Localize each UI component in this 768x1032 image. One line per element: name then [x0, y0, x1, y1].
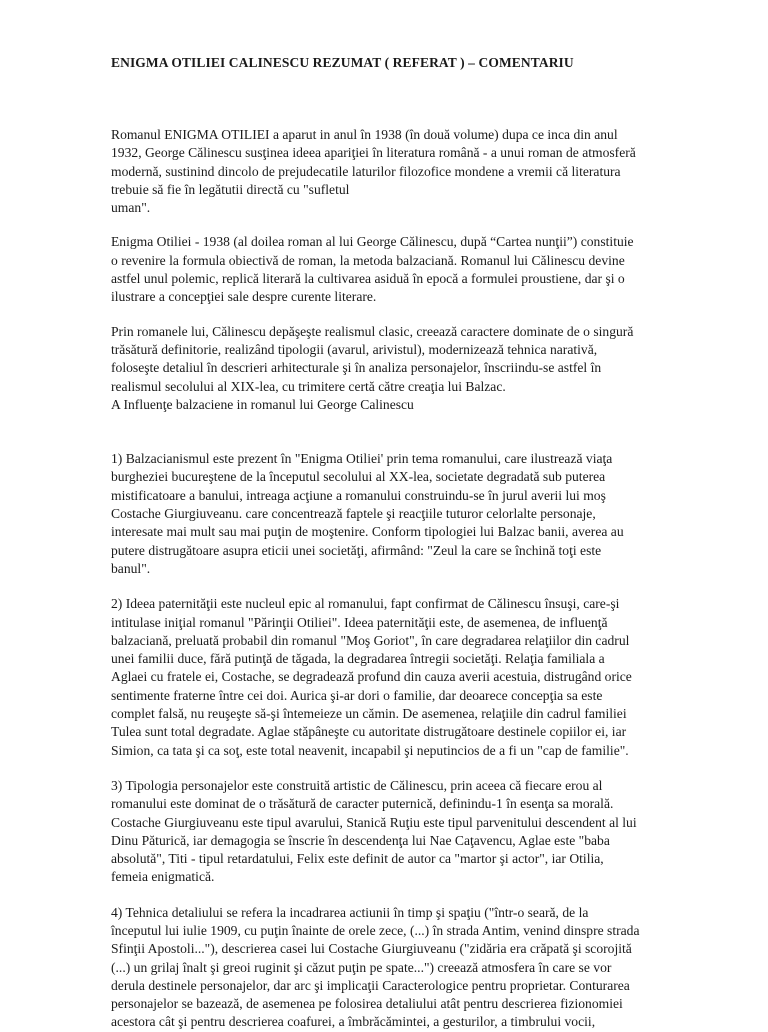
- point-4-paragraph: 4) Tehnica detaliului se refera la incadrarea actiunii în timp şi spaţiu ("într-o seară, de la începutul lui iulie 1909, cu puţin înainte de orele zece, (...) în strada Antim, venind dinspre strada Sfinţii Apostoli..."), descrierea casei lui Costache Giurgiuveanu ("zidăria era crăpată şi scorojită (...) un grilaj înalt şi greoi ruginit şi căzut puţin pe spate...") creează atmosfera în care se vor derula destinele personajelor, dar arc şi implicaţii Caracterologice pentru proprietar. Conturarea personajelor se bazează, de asemenea pe folosirea detaliului atât pentru descrierea fizionomiei acestora cât şi pentru descrierea coafurei, a îmbrăcămintei, a gesturilor, a timbrului vocii,: [111, 904, 640, 1030]
- point-2-paragraph: 2) Ideea paternităţii este nucleul epic al romanului, fapt confirmat de Călinescu însuşi, care-şi intitulase iniţial romanul "Părinţii Otiliei". Ideea paternităţii este, de asemenea, de influenţă balzaciană, preluată probabil din romanul "Moş Goriot", în care degradarea relaţiilor din cadrul unei familii duce, fără putinţă de tăgada, la degradarea întregii societăţi. Relaţia familiala a Aglaei cu fratele ei, Costache, se degradează profund din cauza averii acestuia, distrugând orice sentimente fraterne între cei doi. Aurica şi-ar dori o familie, dar deoarece concepţia sa este complet falsă, nu reuşeşte să-şi întemeieze un cămin. De asemenea, relaţiile din cadrul familiei Tulea sunt total degradate. Aglae stăpâneşte cu autoritate distrugătoare destinele copiilor ei, iar Simion, ca tata şi ca soţ, este total neavenit, incapabil şi neputincios de a fi un "cap de familie".: [111, 596, 632, 758]
- context-paragraph: Enigma Otiliei - 1938 (al doilea roman al lui George Călinescu, după “Cartea nunţii”) constituie o revenire la formula obiectivă de roman, la metoda balzaciană. Romanul lui Călinescu devine astfel unul polemic, replică literară la cultivarea asiduă în epocă a formulei proustiene, dar şi o ilustrare a concepţiei sale despre curente literare.: [111, 234, 634, 305]
- point-1-paragraph: 1) Balzacianismul este prezent în "Enigma Otiliei' prin tema romanului, care ilustrează viaţa burgheziei bucureştene de la începutul secolului al XX-lea, societate degradată sub puterea mistificatoare a banului, intreaga acţiune a romanului construindu-se în jurul averii lui moş Costache Giurgiuveanu. care concentrează faptele şi reacţiile tuturor celorlalte personaje, interesate mai mult sau mai puţin de moştenire. Conform tipologiei lui Balzac banii, averea au putere distrugătoare asupra eticii unei societăţi, afirmând: "Zeul la care se închină toţi este banul".: [111, 451, 624, 576]
- document-page: [111, 55, 711, 1032]
- intro-paragraph: Romanul ENIGMA OTILIEI a aparut in anul în 1938 (în două volume) dupa ce inca din anul 1932, George Călinescu susţinea ideea apariţiei în literatura română - a unui roman de atmosferă modernă, sustinind dincolo de prejudecatile laturilor filozofice mondene a vremii că literatura trebuie să fie în legătutii directă cu "sufletul uman".: [111, 127, 636, 216]
- realism-paragraph: Prin romanele lui, Călinescu depăşeşte realismul clasic, creează caractere dominate de o singură trăsătură definitorie, realizând tipologii (avarul, arivistul), modernizează tehnica narativă, foloseşte detaliul în descrieri arhitecturale şi în analiza personajelor, înscriindu-se astfel în realismul secolului al XIX-lea, cu trimitere certă către creaţia lui Balzac.: [111, 323, 634, 394]
- section-heading: A Influenţe balzaciene in romanul lui George Calinescu: [111, 396, 414, 412]
- point-3-paragraph: 3) Tipologia personajelor este construită artistic de Călinescu, prin aceea că fiecare erou al romanului este dominat de o trăsătură de caracter puternică, definindu-1 în esenţa sa morală. Costache Giurgiuveanu este tipul avarului, Stanică Ruţiu este tipul parvenitului descendent al lui Dinu Păturică, iar demagogia se înscrie în descendenţa lui Nae Caţavencu, Aglae este "baba absolută", Titi - tipul retardatului, Felix este definit de autor ca "martor şi actor", iar Otilia, femeia enigmatică.: [111, 777, 637, 885]
- document-title: ENIGMA OTILIEI CALINESCU REZUMAT ( REFERAT ) – COMENTARIU: [111, 55, 574, 70]
